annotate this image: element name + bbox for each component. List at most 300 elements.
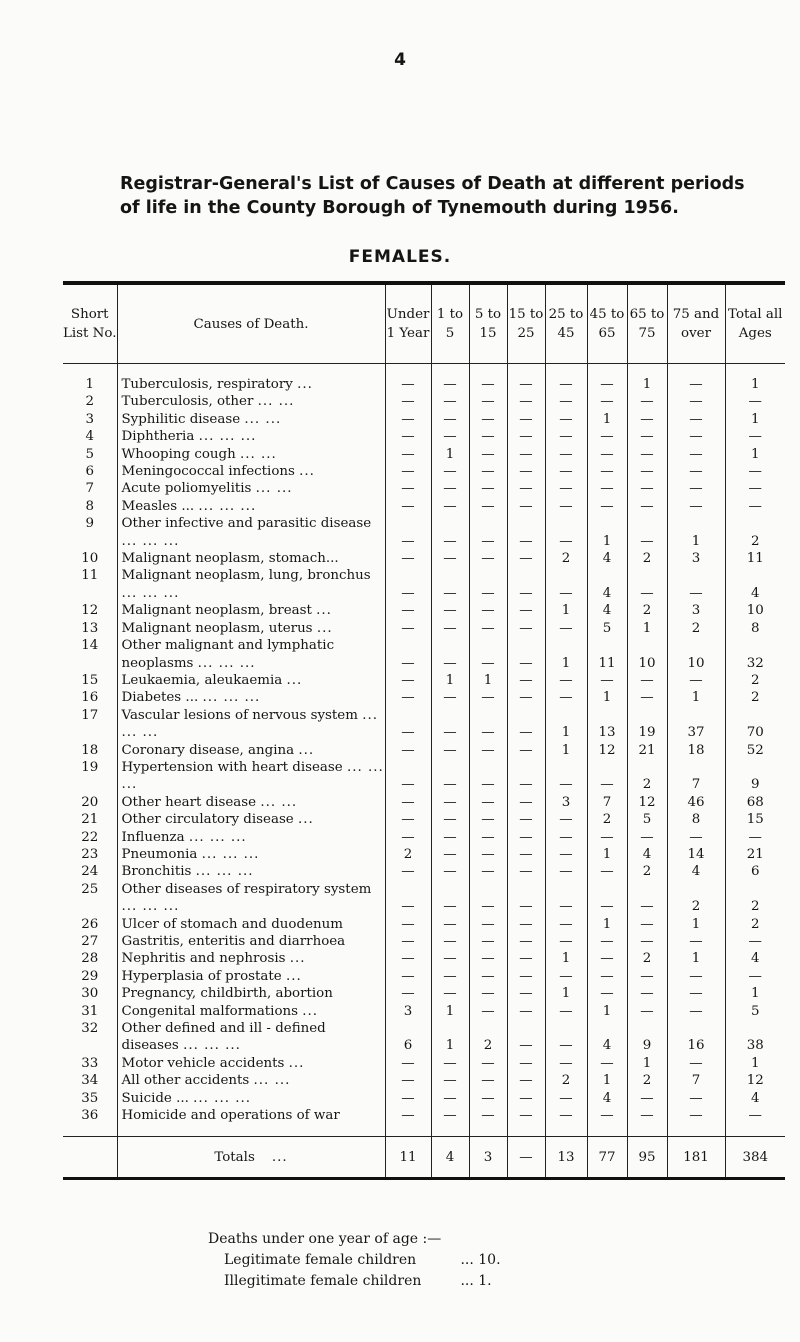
count-cell: — [431,742,469,759]
legitimate-dots: ... [460,1252,474,1268]
count-cell: — [385,1107,431,1124]
count-cell: 1 [587,1003,627,1020]
short-list-no: 22 [81,829,99,845]
count-cell: 1 [725,1055,785,1072]
table-header-row [63,285,785,364]
count-cell: 4 [587,1090,627,1107]
footer-notes [208,1229,501,1292]
count-cell: — [545,1107,587,1124]
table-row [63,550,785,567]
count-cell: 38 [725,1020,785,1055]
leader-dots: ... ... [257,394,295,410]
count-cell: — [469,602,507,619]
count-cell: 32 [725,637,785,672]
table-row [63,393,785,410]
leader-dots: ... [288,1055,305,1071]
count-cell: — [627,428,667,445]
title-line-2: of life in the County Borough of Tynemouth during 1956. [120,198,679,218]
count-cell: — [431,637,469,672]
cause-name: Homicide and operations of war [121,1108,340,1124]
count-cell: — [431,602,469,619]
count-cell: — [507,376,545,393]
count-cell: — [545,376,587,393]
count-cell: 3 [385,1003,431,1020]
count-cell: — [507,707,545,742]
count-cell: — [725,968,785,985]
count-cell: — [385,515,431,550]
illegitimate-label: Illegitimate female children [224,1273,422,1289]
count-cell: — [431,863,469,880]
count-cell: 4 [587,1020,627,1055]
count-cell: — [431,985,469,1002]
short-list-no: 9 [85,516,95,532]
short-list-no: 15 [81,672,99,688]
count-cell: — [385,863,431,880]
leader-dots: ... [289,951,306,967]
cause-name: Motor vehicle accidents [121,1055,285,1071]
count-cell: — [667,1055,725,1072]
legitimate-label: Legitimate female children [224,1252,417,1268]
count-cell: — [431,480,469,497]
cause-cell [117,968,385,985]
count-cell: — [667,1090,725,1107]
count-cell: — [545,968,587,985]
cause-name: Suicide ... [121,1090,189,1106]
count-cell: — [507,759,545,794]
count-cell: — [587,446,627,463]
short-list-no: 14 [81,638,99,654]
count-cell: — [545,1003,587,1020]
table-row [63,376,785,393]
count-cell: — [385,968,431,985]
count-cell: — [667,446,725,463]
cause-cell [117,759,385,794]
footer-illegitimate-row [208,1271,501,1292]
count-cell: — [507,620,545,637]
cause-name: Hyperplasia of prostate [121,968,282,984]
count-cell: 12 [627,794,667,811]
count-cell: 2 [667,620,725,637]
count-cell: — [469,620,507,637]
leader-dots: ... ... [239,446,277,462]
count-cell: — [545,1055,587,1072]
leader-dots: ... ... ... [183,1038,241,1054]
count-cell: — [385,759,431,794]
short-list-no: 16 [81,690,99,706]
count-cell: — [469,498,507,515]
count-cell: — [431,950,469,967]
short-list-no: 4 [85,429,95,445]
count-cell: — [469,1090,507,1107]
count-cell: 2 [385,846,431,863]
count-cell: 10 [667,637,725,672]
count-cell: — [587,498,627,515]
cause-name: Hypertension with heart disease [121,759,343,775]
cause-name: Other heart disease [121,794,257,810]
cause-cell [117,846,385,863]
count-cell: — [469,446,507,463]
count-cell: — [469,480,507,497]
cause-name: Malignant neoplasm, lung, bronchus [121,568,371,584]
table-row [63,1020,785,1055]
count-cell: — [507,933,545,950]
header-65-to-75: 65 to 75 [627,285,667,364]
short-list-no: 23 [81,846,99,862]
cause-cell [117,916,385,933]
leader-dots: ... ... ... [195,864,254,880]
total-cell: 77 [587,1137,627,1179]
count-cell: 1 [725,985,785,1002]
count-cell: — [587,863,627,880]
cause-cell [117,863,385,880]
total-cell: 95 [627,1137,667,1179]
footer-heading: Deaths under one year of age :— [208,1231,442,1247]
count-cell: 3 [667,550,725,567]
count-cell: 1 [725,446,785,463]
cause-cell [117,411,385,428]
totals-row [63,1137,785,1179]
short-list-no: 2 [85,394,95,410]
count-cell: 6 [385,1020,431,1055]
count-cell: — [587,1107,627,1124]
count-cell: — [507,550,545,567]
count-cell: — [385,567,431,602]
count-cell: — [507,985,545,1002]
count-cell: 52 [725,742,785,759]
cause-cell [117,446,385,463]
header-15-to-25: 15 to 25 [507,285,545,364]
short-list-no: 29 [81,968,99,984]
count-cell: — [627,985,667,1002]
count-cell: — [507,916,545,933]
table-row [63,846,785,863]
cause-cell [117,567,385,602]
table-row [63,1003,785,1020]
leader-dots: ... [286,672,303,688]
count-cell: — [587,933,627,950]
count-cell: — [627,446,667,463]
short-list-no: 30 [81,986,99,1002]
cause-name: Malignant neoplasm, breast [121,603,312,619]
count-cell: — [431,428,469,445]
count-cell: — [667,829,725,846]
count-cell: 16 [667,1020,725,1055]
table-row [63,1090,785,1107]
count-cell: 11 [725,550,785,567]
header-25-to-45: 25 to 45 [545,285,587,364]
count-cell: — [385,411,431,428]
count-cell: — [469,846,507,863]
causes-of-death-table [63,285,785,1180]
count-cell: 1 [587,515,627,550]
total-cell: — [507,1137,545,1179]
cause-name: Measles ... [121,498,195,514]
count-cell: 21 [627,742,667,759]
count-cell: — [627,463,667,480]
count-cell: 1 [545,602,587,619]
table-row [63,620,785,637]
count-cell: 2 [725,672,785,689]
count-cell: — [385,498,431,515]
cause-cell [117,689,385,706]
count-cell: — [431,1107,469,1124]
table-row [63,794,785,811]
total-cell: 3 [469,1137,507,1179]
table-row [63,881,785,916]
count-cell: — [431,829,469,846]
table-row [63,759,785,794]
count-cell: — [469,1107,507,1124]
cause-name: Other defined and ill - defined diseases [121,1021,326,1054]
count-cell: 15 [725,811,785,828]
leader-dots: ... [286,968,302,984]
count-cell: 1 [667,515,725,550]
count-cell: 10 [725,602,785,619]
count-cell: 1 [667,950,725,967]
table-body [63,364,785,1179]
count-cell: 5 [725,1003,785,1020]
table-row [63,950,785,967]
count-cell: — [545,1020,587,1055]
count-cell: — [469,950,507,967]
table-row [63,707,785,742]
count-cell: 1 [431,672,469,689]
count-cell: 4 [627,846,667,863]
count-cell: 4 [725,1090,785,1107]
short-list-no: 36 [81,1108,99,1124]
count-cell: — [431,794,469,811]
count-cell: — [507,480,545,497]
count-cell: — [385,480,431,497]
count-cell: 2 [469,1020,507,1055]
count-cell: — [385,550,431,567]
count-cell: — [545,428,587,445]
table-row [63,1072,785,1089]
count-cell: — [545,689,587,706]
count-cell: — [431,846,469,863]
header-total: Total all Ages [725,285,785,364]
count-cell: — [507,637,545,672]
table-row [63,1055,785,1072]
table-row [63,428,785,445]
short-list-no: 19 [81,759,99,775]
cause-name: Coronary disease, angina [121,742,295,758]
count-cell: 12 [587,742,627,759]
count-cell: 2 [587,811,627,828]
short-list-no: 20 [81,794,99,810]
total-cell: 4 [431,1137,469,1179]
count-cell: — [587,968,627,985]
count-cell: 1 [587,916,627,933]
count-cell: 2 [725,515,785,550]
table-row [63,602,785,619]
title-line-1: Registrar-General's List of Causes of Death at different periods [120,174,745,194]
count-cell: 1 [587,689,627,706]
report-subtitle: FEMALES. [348,247,452,267]
count-cell: 9 [725,759,785,794]
header-75-and-over: 75 and over [667,285,725,364]
count-cell: — [587,1055,627,1072]
short-list-no: 12 [81,603,99,619]
count-cell: — [587,428,627,445]
count-cell: — [385,707,431,742]
short-list-no: 34 [81,1073,99,1089]
cause-name: Ulcer of stomach and duodenum [121,916,343,932]
count-cell: — [469,933,507,950]
count-cell: 10 [627,637,667,672]
count-cell: — [627,567,667,602]
cause-cell [117,1003,385,1020]
causes-of-death-table-wrapper [63,281,785,1180]
count-cell: — [545,515,587,550]
leader-dots: ... ... ... [201,846,260,862]
count-cell: 8 [667,811,725,828]
count-cell: — [627,515,667,550]
short-list-no: 3 [85,411,95,427]
cause-name: Meningococcal infections [121,464,295,480]
leader-dots: ... ... ... [121,533,180,549]
short-list-no: 8 [85,498,95,514]
count-cell: — [725,933,785,950]
short-list-no: 6 [85,464,95,480]
count-cell: — [667,933,725,950]
count-cell: — [507,1020,545,1055]
table-row [63,1107,785,1124]
cause-name: Bronchitis [121,864,192,880]
count-cell: 2 [627,759,667,794]
count-cell: — [469,463,507,480]
count-cell: 2 [627,550,667,567]
cause-name: Nephritis and nephrosis [121,951,286,967]
count-cell: 1 [627,620,667,637]
count-cell: 1 [667,916,725,933]
count-cell: — [725,498,785,515]
count-cell: — [507,950,545,967]
count-cell: — [385,428,431,445]
count-cell: — [627,480,667,497]
cause-cell [117,393,385,410]
count-cell: — [507,863,545,880]
count-cell: — [385,1055,431,1072]
cause-cell [117,1020,385,1055]
count-cell: — [627,933,667,950]
count-cell: 2 [627,950,667,967]
count-cell: 1 [469,672,507,689]
count-cell: — [431,1090,469,1107]
leader-dots: ... ... ... [121,759,384,793]
count-cell: — [469,689,507,706]
count-cell: — [507,393,545,410]
cause-name: Whooping cough [121,446,236,462]
table-row [63,811,785,828]
count-cell: — [545,393,587,410]
table-row [63,463,785,480]
header-5-to-15: 5 to 15 [469,285,507,364]
count-cell: 46 [667,794,725,811]
table-row [63,480,785,497]
count-cell: — [385,881,431,916]
totals-label: Totals [214,1149,255,1165]
leader-dots: ... ... ... [202,690,261,706]
count-cell: 3 [545,794,587,811]
count-cell: — [545,672,587,689]
total-cell: 13 [545,1137,587,1179]
count-cell: 1 [545,637,587,672]
count-cell: — [385,916,431,933]
cause-name: Other circulatory disease [121,812,294,828]
footer-legitimate-row [208,1250,501,1271]
count-cell: — [431,620,469,637]
count-cell: — [469,811,507,828]
table-row [63,933,785,950]
count-cell: 4 [725,950,785,967]
count-cell: — [587,480,627,497]
count-cell: — [507,463,545,480]
count-cell: 18 [667,742,725,759]
count-cell: — [587,829,627,846]
count-cell: 2 [667,881,725,916]
header-short-list: Short List No. [63,285,117,364]
leader-dots: ... ... ... [121,585,180,601]
leader-dots: ... ... ... [198,498,257,514]
count-cell: — [385,463,431,480]
count-cell: — [545,1090,587,1107]
count-cell: 5 [627,811,667,828]
count-cell: — [469,916,507,933]
cause-name: Influenza [121,829,185,845]
count-cell: — [507,672,545,689]
leader-dots: ... ... [253,1073,291,1089]
table-row [63,515,785,550]
count-cell: — [545,463,587,480]
short-list-no: 1 [85,377,95,392]
cause-cell [117,950,385,967]
cause-name: Tuberculosis, respiratory [121,377,293,392]
spacer-row [63,1124,785,1137]
count-cell: — [385,950,431,967]
cause-cell [117,515,385,550]
table-row [63,446,785,463]
count-cell: — [587,672,627,689]
count-cell: — [667,1003,725,1020]
count-cell: — [469,411,507,428]
count-cell: 2 [627,602,667,619]
count-cell: — [431,567,469,602]
count-cell: 2 [627,1072,667,1089]
leader-dots: ... [316,620,333,636]
count-cell: — [545,829,587,846]
short-list-no: 26 [81,916,99,932]
count-cell: 1 [725,411,785,428]
count-cell: — [385,376,431,393]
count-cell: — [667,463,725,480]
count-cell: — [507,1003,545,1020]
table-row [63,863,785,880]
count-cell: 7 [667,1072,725,1089]
count-cell: — [667,498,725,515]
count-cell: — [385,1090,431,1107]
count-cell: — [545,567,587,602]
cause-name: Vascular lesions of nervous system [121,707,358,723]
count-cell: — [725,428,785,445]
table-row [63,916,785,933]
count-cell: — [469,393,507,410]
cause-name: Congenital malformations [121,1003,299,1019]
cause-cell [117,463,385,480]
count-cell: — [385,689,431,706]
count-cell: — [507,428,545,445]
count-cell: — [627,393,667,410]
